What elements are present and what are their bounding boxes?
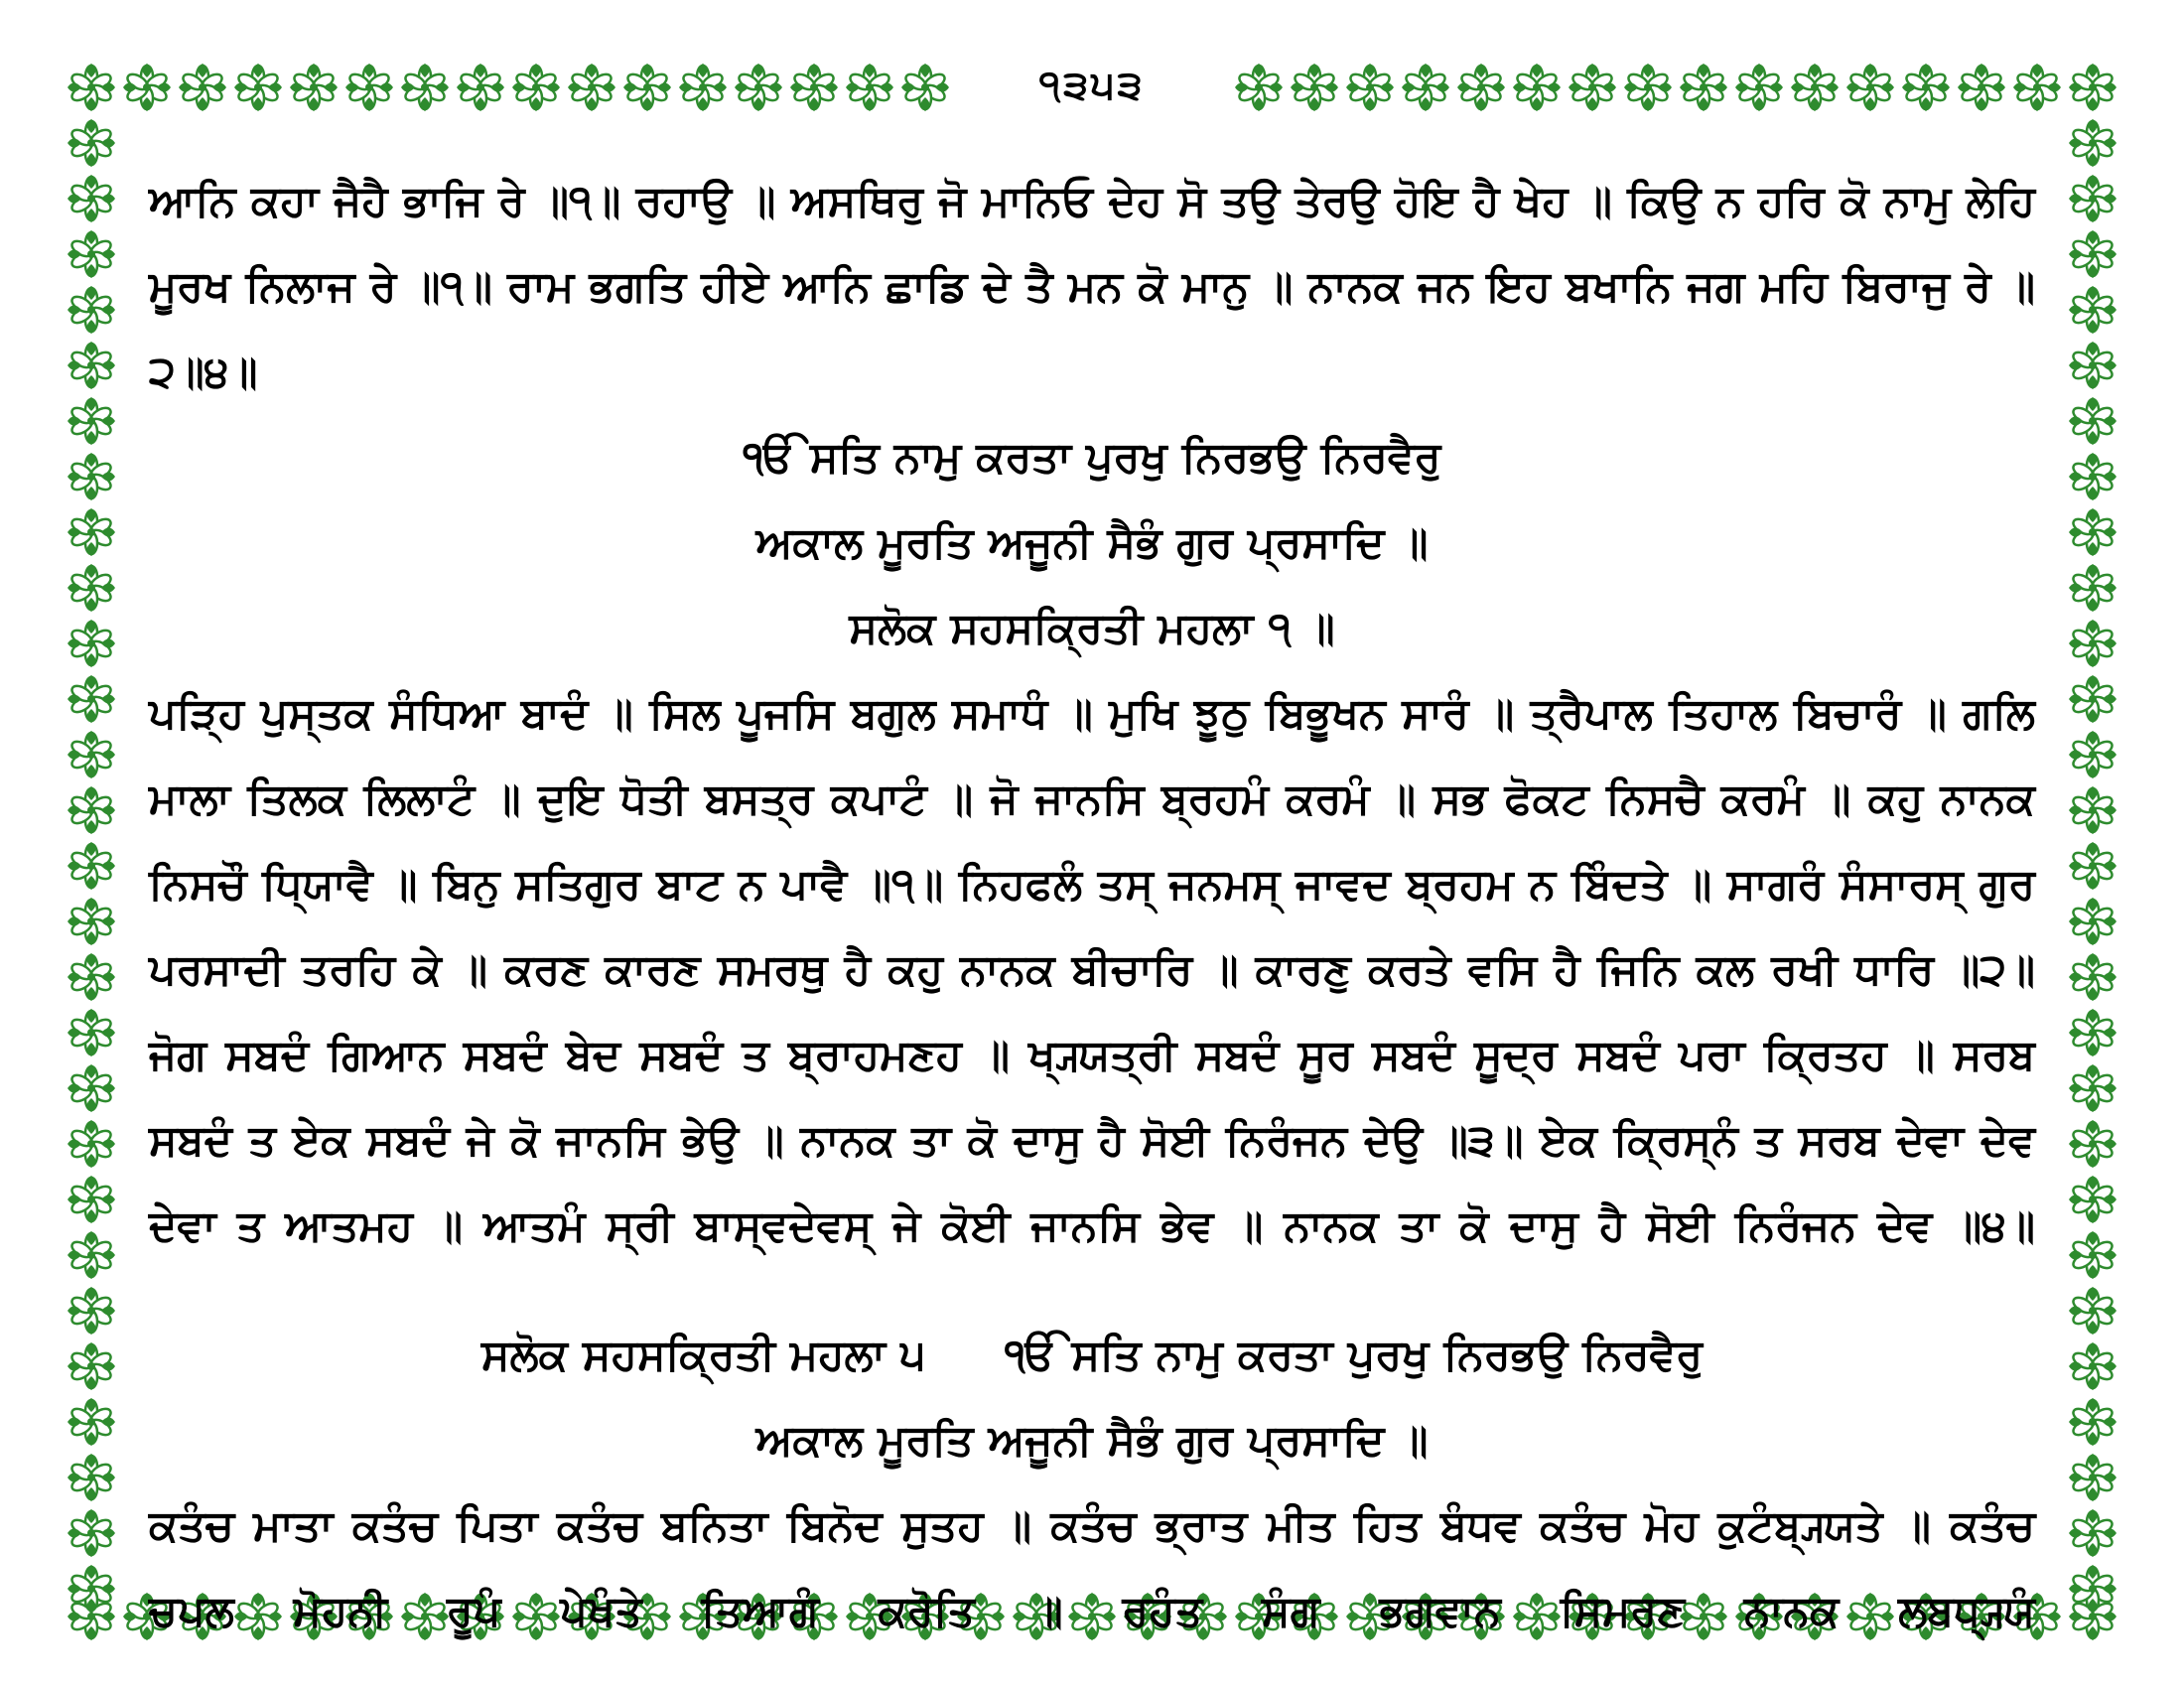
- border-flower-icon: [2069, 1509, 2116, 1557]
- border-flower-icon: [2069, 731, 2116, 778]
- border-flower-icon: [68, 1120, 115, 1168]
- centered-heading: ਅਕਾਲ ਮੂਰਤਿ ਅਜੂਨੀ ਸੈਭੰ ਗੁਰ ਪ੍ਰਸਾਦਿ ॥: [755, 1416, 1429, 1466]
- border-flower-icon: [1846, 64, 1894, 111]
- border-flower-icon: [2069, 1231, 2116, 1279]
- mool-mantar-line: ੴ ਸਤਿ ਨਾਮੁ ਕਰਤਾ ਪੁਰਖੁ ਨਿਰਭਉ ਨਿਰਵੈਰੁ: [1005, 1331, 1704, 1380]
- border-flower-icon: [1569, 64, 1616, 111]
- page-number: ੧੩੫੩: [993, 56, 1191, 115]
- border-flower-icon: [568, 64, 615, 111]
- border-flower-icon: [2069, 842, 2116, 890]
- border-flower-icon: [1291, 64, 1338, 111]
- border-flower-icon: [512, 64, 560, 111]
- sloka-heading-row: [149, 1313, 2035, 1398]
- border-flower-icon: [123, 64, 171, 111]
- border-flower-icon: [68, 731, 115, 778]
- border-flower-icon: [846, 64, 893, 111]
- border-flower-icon: [1624, 64, 1672, 111]
- border-flower-icon: [68, 842, 115, 890]
- border-flower-icon: [68, 1064, 115, 1112]
- border-flower-icon: [2069, 230, 2116, 278]
- border-flower-icon: [68, 898, 115, 945]
- border-flower-icon: [2069, 675, 2116, 723]
- border-flower-icon: [2069, 397, 2116, 445]
- border-flower-icon: [290, 64, 338, 111]
- border-flower-icon: [68, 1454, 115, 1501]
- border-flower-icon: [1735, 64, 1783, 111]
- verse-paragraph: ਪੜ੍ਹਿ ਪੁਸ੍ਤਕ ਸੰਧਿਆ ਬਾਦੰ ॥ ਸਿਲ ਪੂਜਸਿ ਬਗੁਲ ਸਮਾਧੰ ॥ ਮੁਖਿ ਝੂਠੁ ਬਿਭੂਖਨ ਸਾਰੰ ॥ ਤ੍ਰੈਪਾਲ ਤਿਹਾਲ ਬਿਚਾਰੰ ॥ ਗਲਿ ਮਾਲਾ ਤਿਲਕ ਲਿਲਾਟੰ ॥ ਦੁਇ ਧੋਤੀ ਬਸਤ੍ਰ ਕਪਾਟੰ ॥ ਜੋ ਜਾਨਸਿ ਬ੍ਰਹਮੰ ਕਰਮੰ ॥ ਸਭ ਫੋਕਟ ਨਿਸਚੈ ਕਰਮੰ ॥ ਕਹੁ ਨਾਨਕ ਨਿਸਚੌ ਧ੍ਯਿਾਵੈ ॥ ਬਿਨੁ ਸਤਿਗੁਰ ਬਾਟ ਨ ਪਾਵੈ ॥੧॥ ਨਿਹਫਲੰ ਤਸ੍ ਜਨਮਸ੍ ਜਾਵਦ ਬ੍ਰਹਮ ਨ ਬਿੰਦਤੇ ॥ ਸਾਗਰੰ ਸੰਸਾਰਸ੍ ਗੁਰ ਪਰਸਾਦੀ ਤਰਹਿ ਕੇ ॥ ਕਰਣ ਕਾਰਣ ਸਮਰਥੁ ਹੈ ਕਹੁ ਨਾਨਕ ਬੀਚਾਰਿ ॥ ਕਾਰਣੁ ਕਰਤੇ ਵਸਿ ਹੈ ਜਿਨਿ ਕਲ ਰਖੀ ਧਾਰਿ ॥੨॥ ਜੋਗ ਸਬਦੰ ਗਿਆਨ ਸਬਦੰ ਬੇਦ ਸਬਦੰ ਤ ਬ੍ਰਾਹਮਣਹ ॥ ਖ੍ਯ੍ਯਤ੍ਰੀ ਸਬਦੰ ਸੂਰ ਸਬਦੰ ਸੂਦ੍ਰ ਸਬਦੰ ਪਰਾ ਕ੍ਰਿਤਹ ॥ ਸਰਬ ਸਬਦੰ ਤ ਏਕ ਸਬਦੰ ਜੇ ਕੋ ਜਾਨਸਿ ਭੇਉ ॥ ਨਾਨਕ ਤਾ ਕੋ ਦਾਸੁ ਹੈ ਸੋਈ ਨਿਰੰਜਨ ਦੇਉ ॥੩॥ ਏਕ ਕ੍ਰਿਸ੍ਨੰ ਤ ਸਰਬ ਦੇਵਾ ਦੇਵ ਦੇਵਾ ਤ ਆਤਮਹ ॥ ਆਤਮੰ ਸ੍ਰੀ ਬਾਸ੍ਵਦੇਵਸ੍ ਜੇ ਕੋਈ ਜਾਨਸਿ ਭੇਵ ॥ ਨਾਨਕ ਤਾ ਕੋ ਦਾਸੁ ਹੈ ਸੋਈ ਨਿਰੰਜਨ ਦੇਵ ॥੪॥: [149, 689, 2035, 1251]
- border-flower-icon: [2069, 1064, 2116, 1112]
- border-flower-icon: [68, 342, 115, 389]
- border-flower-icon: [68, 786, 115, 834]
- border-flower-icon: [2069, 286, 2116, 334]
- border-flower-icon: [901, 64, 949, 111]
- border-flower-icon: [2069, 620, 2116, 667]
- border-flower-icon: [68, 675, 115, 723]
- border-flower-icon: [1346, 64, 1394, 111]
- border-flower-icon: [2069, 508, 2116, 556]
- border-flower-icon: [2069, 64, 2116, 111]
- border-flower-icon: [68, 1342, 115, 1390]
- border-flower-icon: [735, 64, 782, 111]
- border-flower-icon: [2069, 119, 2116, 167]
- border-flower-icon: [179, 64, 226, 111]
- border-flower-icon: [2069, 564, 2116, 612]
- border-flower-icon: [68, 230, 115, 278]
- verse-paragraph: ਆਨਿ ਕਹਾ ਜੈਹੈ ਭਾਜਿ ਰੇ ॥੧॥ ਰਹਾਉ ॥ ਅਸਥਿਰੁ ਜੋ ਮਾਨਿਓ ਦੇਹ ਸੋ ਤਉ ਤੇਰਉ ਹੋਇ ਹੈ ਖੇਹ ॥ ਕਿਉ ਨ ਹਰਿ ਕੋ ਨਾਮੁ ਲੇਹਿ ਮੂਰਖ ਨਿਲਾਜ ਰੇ ॥੧॥ ਰਾਮ ਭਗਤਿ ਹੀਏ ਆਨਿ ਛਾਡਿ ਦੇ ਤੈ ਮਨ ਕੋ ਮਾਨੁ ॥ ਨਾਨਕ ਜਨ ਇਹ ਬਖਾਨਿ ਜਗ ਮਹਿ ਬਿਰਾਜੁ ਰੇ ॥੨॥੪॥: [149, 177, 2035, 397]
- border-flower-icon: [2069, 1009, 2116, 1056]
- scripture-text-area: [149, 159, 2035, 1654]
- border-flower-icon: [68, 953, 115, 1001]
- border-flower-icon: [1402, 64, 1449, 111]
- border-flower-icon: [345, 64, 393, 111]
- border-flower-icon: [2013, 64, 2061, 111]
- centered-heading: ਸਲੋਕ ਸਹਸਕ੍ਰਿਤੀ ਮਹਲਾ ੧ ॥: [849, 604, 1335, 653]
- border-flower-icon: [1791, 64, 1839, 111]
- border-flower-icon: [2069, 953, 2116, 1001]
- border-flower-icon: [68, 1509, 115, 1557]
- border-flower-icon: [68, 1398, 115, 1446]
- border-flower-icon: [457, 64, 504, 111]
- border-flower-icon: [68, 1176, 115, 1223]
- border-flower-icon: [401, 64, 449, 111]
- verse-paragraph: ਕਤੰਚ ਮਾਤਾ ਕਤੰਚ ਪਿਤਾ ਕਤੰਚ ਬਨਿਤਾ ਬਿਨੋਦ ਸੁਤਹ ॥ ਕਤੰਚ ਭ੍ਰਾਤ ਮੀਤ ਹਿਤ ਬੰਧਵ ਕਤੰਚ ਮੋਹ ਕੁਟੰਬ੍ਯ੍ਯਤੇ ॥ ਕਤੰਚ ਚਪਲ ਮੋਹਨੀ ਰੂਪੰ ਪੇਖੰਤੇ ਤਿਆਗੰ ਕਰੋਤਿ ॥ ਰਹੰਤ ਸੰਗ ਭਗਵਾਨ ਸਿਮਰਣ ਨਾਨਕ ਲਬਧ੍ਯ੍ਯੰ: [149, 1501, 2035, 1636]
- border-flower-icon: [68, 397, 115, 445]
- border-flower-icon: [2069, 1342, 2116, 1390]
- border-flower-icon: [790, 64, 838, 111]
- border-flower-icon: [1680, 64, 1727, 111]
- border-flower-icon: [68, 508, 115, 556]
- border-flower-icon: [2069, 453, 2116, 500]
- section-spacer: [149, 1269, 2035, 1313]
- border-flower-icon: [68, 1009, 115, 1056]
- border-flower-icon: [2069, 1454, 2116, 1501]
- sloka-title: ਸਲੋਕ ਸਹਸਕ੍ਰਿਤੀ ਮਹਲਾ ੫: [480, 1331, 926, 1380]
- border-flower-icon: [68, 453, 115, 500]
- border-flower-icon: [2069, 1176, 2116, 1223]
- border-flower-icon: [68, 175, 115, 222]
- border-flower-icon: [2069, 1287, 2116, 1335]
- border-flower-icon: [68, 64, 115, 111]
- border-flower-icon: [679, 64, 727, 111]
- border-flower-icon: [68, 620, 115, 667]
- border-flower-icon: [2069, 342, 2116, 389]
- border-flower-icon: [2069, 898, 2116, 945]
- border-flower-icon: [2069, 1120, 2116, 1168]
- centered-heading: ਅਕਾਲ ਮੂਰਤਿ ਅਜੂਨੀ ਸੈਭੰ ਗੁਰ ਪ੍ਰਸਾਦਿ ॥: [755, 518, 1429, 568]
- border-flower-icon: [2069, 786, 2116, 834]
- border-flower-icon: [623, 64, 671, 111]
- border-flower-icon: [1513, 64, 1561, 111]
- border-flower-icon: [1958, 64, 2005, 111]
- border-flower-icon: [68, 286, 115, 334]
- border-flower-icon: [68, 564, 115, 612]
- border-flower-icon: [68, 119, 115, 167]
- border-flower-icon: [2069, 1398, 2116, 1446]
- border-flower-icon: [1457, 64, 1505, 111]
- border-flower-icon: [1235, 64, 1283, 111]
- border-flower-icon: [68, 1287, 115, 1335]
- border-flower-icon: [1902, 64, 1950, 111]
- border-flower-icon: [2069, 175, 2116, 222]
- centered-heading: ੴ ਸਤਿ ਨਾਮੁ ਕਰਤਾ ਪੁਰਖੁ ਨਿਰਭਉ ਨਿਰਵੈਰੁ: [743, 433, 1441, 483]
- border-flower-icon: [234, 64, 282, 111]
- border-flower-icon: [68, 1231, 115, 1279]
